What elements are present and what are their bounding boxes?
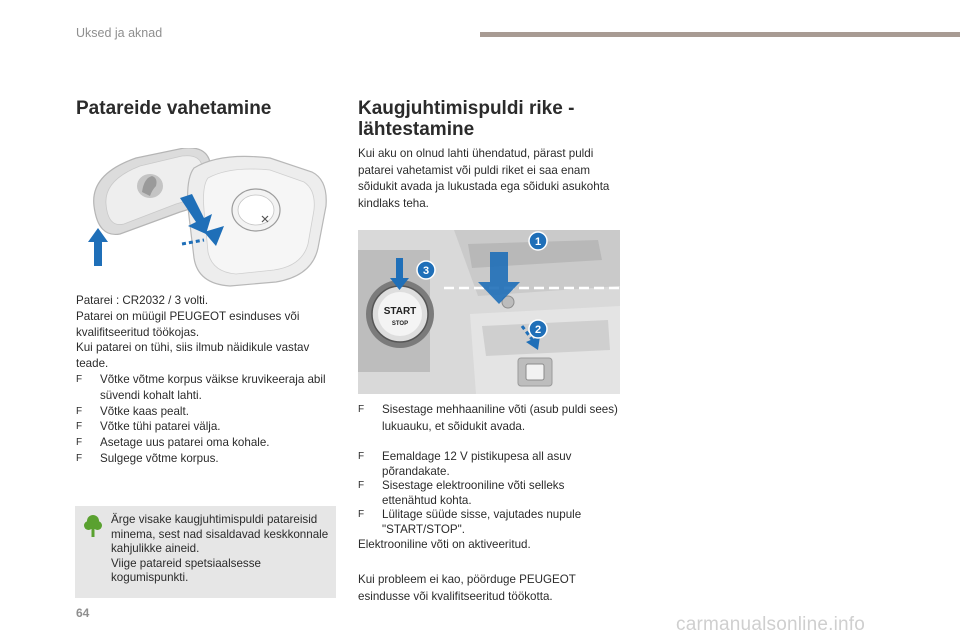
eco-note-text: Ärge visake kaugjuhtimispuldi patareisid minema, sest nad sisaldavad keskkonnale kahjulikke aineid. Viige patareid spetsiaalsesse kogumispunkti. — [111, 513, 329, 585]
list-item: F Sisestage elektrooniline võti selleks ettenähtud kohta. — [358, 479, 565, 507]
bullet-mark: F — [76, 373, 83, 385]
header-rule — [480, 32, 960, 37]
bullet-mark: F — [358, 451, 365, 462]
svg-text:2: 2 — [534, 324, 542, 336]
start-label: START — [383, 306, 417, 317]
list-item: F Eemaldage 12 V pistikupesa all asuv põrandakate. — [358, 450, 572, 478]
callout-badge-1 — [529, 232, 547, 250]
list-item: F Võtke kaas pealt. — [76, 404, 189, 418]
bullet-mark: F — [76, 421, 83, 433]
bullet-mark: F — [76, 437, 83, 449]
remote-reset-intro: Kui aku on olnud lahti ühendatud, pärast puldi patarei vahetamist või puldi riket ei saa enam sõidukit avada ja lukustada ega sõiduki asukohta kindlaks teha. — [358, 147, 610, 210]
bullet-mark: F — [358, 480, 365, 492]
battery-empty-note: Kui patarei on tühi, siis ilmub näidikule vastav teade. — [76, 341, 310, 371]
callout-badge-3 — [417, 261, 435, 279]
bullet-mark: F — [358, 509, 365, 521]
list-item: F Võtke võtme korpus väikse kruvikeeraja abil süvendi kohalt lahti. — [76, 372, 326, 402]
activation-result: Elektrooniline võti on aktiveeritud. — [358, 537, 531, 551]
watermark: carmanualsonline.info — [676, 614, 866, 635]
section-header: Uksed ja aknad — [76, 26, 163, 40]
callout-badge-2 — [529, 320, 547, 338]
center-console-illustration — [358, 230, 620, 394]
battery-info — [76, 293, 338, 467]
key-battery-illustration — [80, 148, 330, 290]
page-number: 64 — [76, 606, 90, 620]
eco-note-box — [75, 506, 336, 598]
contact-dealer-note: Kui probleem ei kao, pöörduge PEUGEOT esindusse või kvalifitseeritud töökotta. — [358, 573, 576, 603]
svg-text:3: 3 — [422, 265, 430, 277]
bullet-mark: F — [76, 405, 83, 417]
lion-logo-icon — [137, 174, 163, 198]
svg-text:1: 1 — [534, 236, 542, 248]
electronic-key-steps — [358, 450, 620, 552]
arrow-up-icon — [88, 228, 108, 266]
tree-icon — [83, 514, 103, 538]
list-item: F Sulgege võtme korpus. — [76, 451, 219, 465]
list-item: F Lülitage süüde sisse, vajutades nupule "START/STOP". — [358, 508, 582, 536]
battery-change-title: Patareide vahetamine — [76, 98, 272, 119]
remote-reset-title: Kaugjuhtimispuldi rike - lähtestamine — [358, 98, 575, 140]
bullet-mark: F — [76, 452, 83, 464]
battery-type: Patarei : CR2032 / 3 volti. — [76, 294, 209, 307]
stop-label: STOP — [391, 321, 409, 327]
battery-availability: Patarei on müügil PEUGEOT esinduses või kvalifitseeritud töökojas. — [76, 309, 300, 339]
bullet-mark: F — [358, 404, 365, 415]
list-item: F Võtke tühi patarei välja. — [76, 420, 221, 434]
list-item: F Asetage uus patarei oma kohale. — [76, 436, 270, 450]
mechanical-key-step — [358, 401, 620, 435]
list-item: F Sisestage mehhaaniline võti (asub puldi sees) lukuauku, et sõidukit avada. — [358, 403, 618, 433]
